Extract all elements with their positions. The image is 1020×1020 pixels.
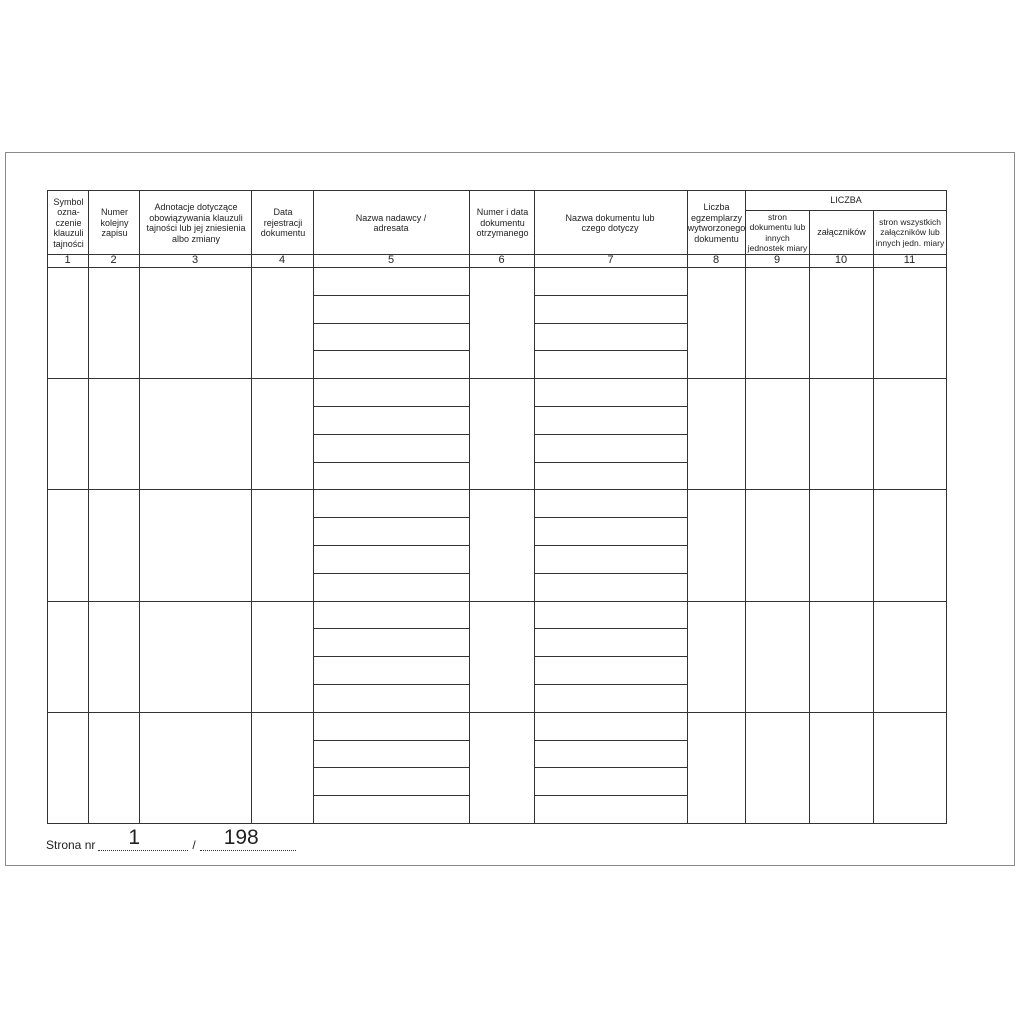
column-divider [687, 190, 688, 823]
subrow-divider [534, 767, 687, 768]
subrow-divider [313, 406, 469, 407]
subrow-divider [534, 517, 687, 518]
column-divider [469, 190, 470, 823]
entry-block-divider [47, 601, 946, 602]
subrow-divider [313, 545, 469, 546]
subrow-divider [313, 767, 469, 768]
subrow-divider [534, 795, 687, 796]
column-number: 1 [64, 254, 71, 266]
subrow-divider [313, 295, 469, 296]
header-group-divider [745, 210, 946, 211]
subrow-divider [534, 684, 687, 685]
subrow-divider [534, 628, 687, 629]
subrow-divider [313, 628, 469, 629]
subrow-divider [313, 350, 469, 351]
column-divider [88, 190, 89, 823]
page-number-field[interactable] [98, 826, 188, 851]
total-pages: 198 [223, 826, 259, 849]
column-number: 5 [387, 254, 395, 266]
header-attachment-pages: stron wszystkich załączników lub innych jedn. miary [875, 217, 945, 248]
column-divider [534, 190, 535, 823]
entry-block-divider [47, 378, 946, 379]
header-copies: Liczba egzemplarzy wytworzonego dokumentu [687, 202, 746, 244]
page-separator: / [192, 838, 196, 852]
subrow-divider [534, 462, 687, 463]
subrow-divider [534, 323, 687, 324]
header-pages: stron dokumentu lub innych jednostek miary [747, 211, 808, 253]
column-number: 11 [903, 254, 916, 266]
header-group-liczba: LICZBA [830, 195, 862, 206]
subrow-divider [534, 573, 687, 574]
header-attachments: załączników [817, 227, 866, 238]
header-clause-annotations: Adnotacje dotyczące obowiązywania klauzuli tajności lub jej zniesienia albo zmiany [146, 202, 246, 244]
column-divider [745, 190, 746, 823]
header-registration-date: Data rejestracji dokumentu [260, 207, 306, 239]
entry-block-divider [47, 712, 946, 713]
subrow-divider [534, 350, 687, 351]
header-received-document: Numer i data dokumentu otrzymanego [476, 207, 529, 239]
subrow-divider [313, 740, 469, 741]
column-number: 4 [278, 254, 286, 266]
column-number: 6 [498, 254, 505, 266]
column-number: 2 [110, 254, 117, 266]
column-divider [139, 190, 140, 823]
subrow-divider [313, 462, 469, 463]
column-divider [313, 190, 314, 823]
subrow-divider [313, 656, 469, 657]
header-symbol: Symbol ozna-czenie klauzuli tajności [53, 196, 84, 249]
header-document-name: Nazwa dokumentu lub czego dotyczy [565, 212, 655, 233]
column-number: 7 [607, 254, 614, 266]
subrow-divider [534, 434, 687, 435]
subrow-divider [313, 434, 469, 435]
subrow-divider [534, 740, 687, 741]
subrow-divider [313, 684, 469, 685]
subrow-divider [313, 323, 469, 324]
page-label: Strona nr [46, 838, 96, 852]
column-divider [251, 190, 252, 823]
page-number: 1 [128, 826, 141, 849]
column-number: 9 [773, 254, 781, 266]
subrow-divider [534, 545, 687, 546]
total-pages-field[interactable] [200, 826, 296, 851]
number-row-divider [47, 267, 946, 268]
column-number: 8 [712, 254, 720, 266]
subrow-divider [534, 656, 687, 657]
subrow-divider [313, 573, 469, 574]
column-divider [809, 210, 810, 823]
table-border [47, 190, 947, 824]
subrow-divider [313, 517, 469, 518]
entry-block-divider [47, 489, 946, 490]
subrow-divider [534, 406, 687, 407]
header-entry-number: Numer kolejny zapisu [100, 207, 129, 239]
header-sender-recipient: Nazwa nadawcy / adresata [355, 212, 427, 233]
subrow-divider [313, 795, 469, 796]
column-divider [873, 210, 874, 823]
column-number: 3 [191, 254, 199, 266]
page-footer [46, 826, 296, 854]
subrow-divider [534, 295, 687, 296]
column-number: 10 [834, 254, 848, 266]
